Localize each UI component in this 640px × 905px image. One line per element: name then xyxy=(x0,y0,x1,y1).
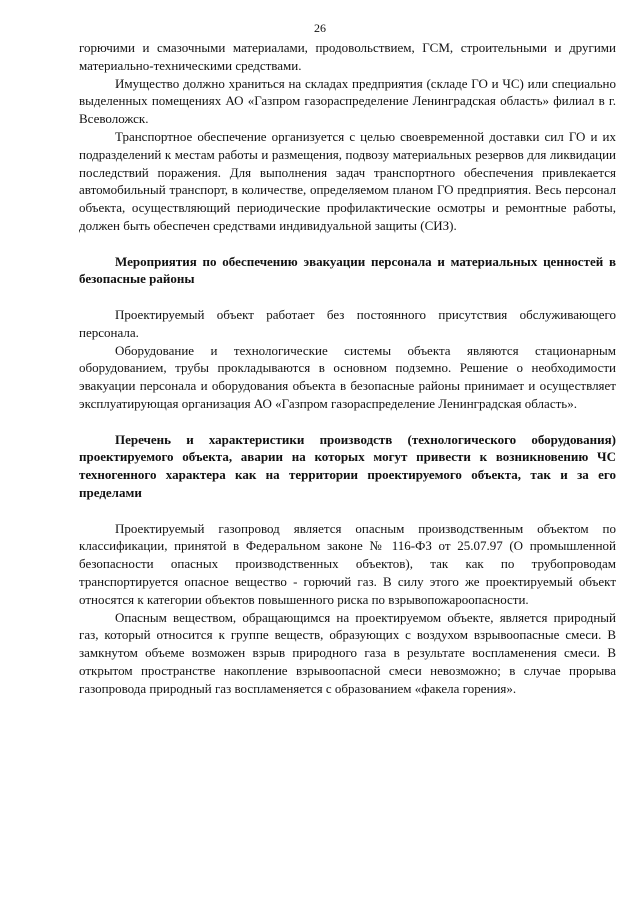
paragraph: Опасным веществом, обращающимся на проектируемом объекте, является природный газ, который относится к группе веществ, образующих с воздухом взрывоопасные смеси. В замкнутом объеме возможен взрыв природного газа в результате воспламенения смеси. В открытом пространстве накопление взрывоопасной смеси невозможно; в случае прорыва газопровода природный газ воспламеняется с образованием «факела горения». xyxy=(79,609,616,696)
paragraph: горючими и смазочными материалами, продовольствием, ГСМ, строительными и другими материально-техническими средствами. xyxy=(79,40,616,73)
paragraph: Имущество должно храниться на складах предприятия (складе ГО и ЧС) или специально выделенных помещениях АО «Газпром газораспределение Ленинградская область» филиал в г. Всеволожск. xyxy=(79,75,616,127)
section-heading-evacuation: Мероприятия по обеспечению эвакуации персонала и материальных ценностей в безопасные районы xyxy=(79,253,616,287)
paragraph: Проектируемый объект работает без постоянного присутствия обслуживающего персонала. xyxy=(79,306,616,340)
section-heading-hazards: Перечень и характеристики производств (технологического оборудования) проектируемого объекта, аварии на которых могут привести к возникновению ЧС техногенного характера как на территории проектируемого объекта, так и за его пределами xyxy=(79,431,616,500)
spacer xyxy=(79,413,616,431)
paragraph: Транспортное обеспечение организуется с целью своевременной доставки сил ГО и их подразделений к местам работы и размещения, подвозу материальных резервов для ликвидации последствий поражения. Для выполнения задач транспортного обеспечения привлекается автомобильный транспорт, в количестве, определяемом планом ГО предприятия. Весь персонал объекта, осуществляющий периодические профилактические осмотры и ремонтные работы, должен быть обеспечен средствами индивидуальной защиты (СИЗ). xyxy=(79,128,616,233)
page-number: 26 xyxy=(314,21,326,35)
document-body xyxy=(79,39,616,697)
spacer xyxy=(79,502,616,520)
paragraph: Проектируемый газопровод является опасным производственным объектом по классификации, принятой в Федеральном законе № 116-ФЗ от 25.07.97 (О промышленной безопасности опасных производственных объектов), так как по трубопроводам транспортируется опасное вещество - горючий газ. В силу этого же проектируемый объект относятся к категории объектов повышенного риска по взрывопожароопасности. xyxy=(79,520,616,607)
spacer xyxy=(79,288,616,306)
spacer xyxy=(79,235,616,253)
paragraph: Оборудование и технологические системы объекта являются стационарным оборудованием, трубы прокладываются в основном подземно. Решение о необходимости эвакуации персонала и оборудования объекта в безопасные районы принимает и осуществляет эксплуатирующая организация АО «Газпром газораспределение Ленинградская область». xyxy=(79,342,616,411)
